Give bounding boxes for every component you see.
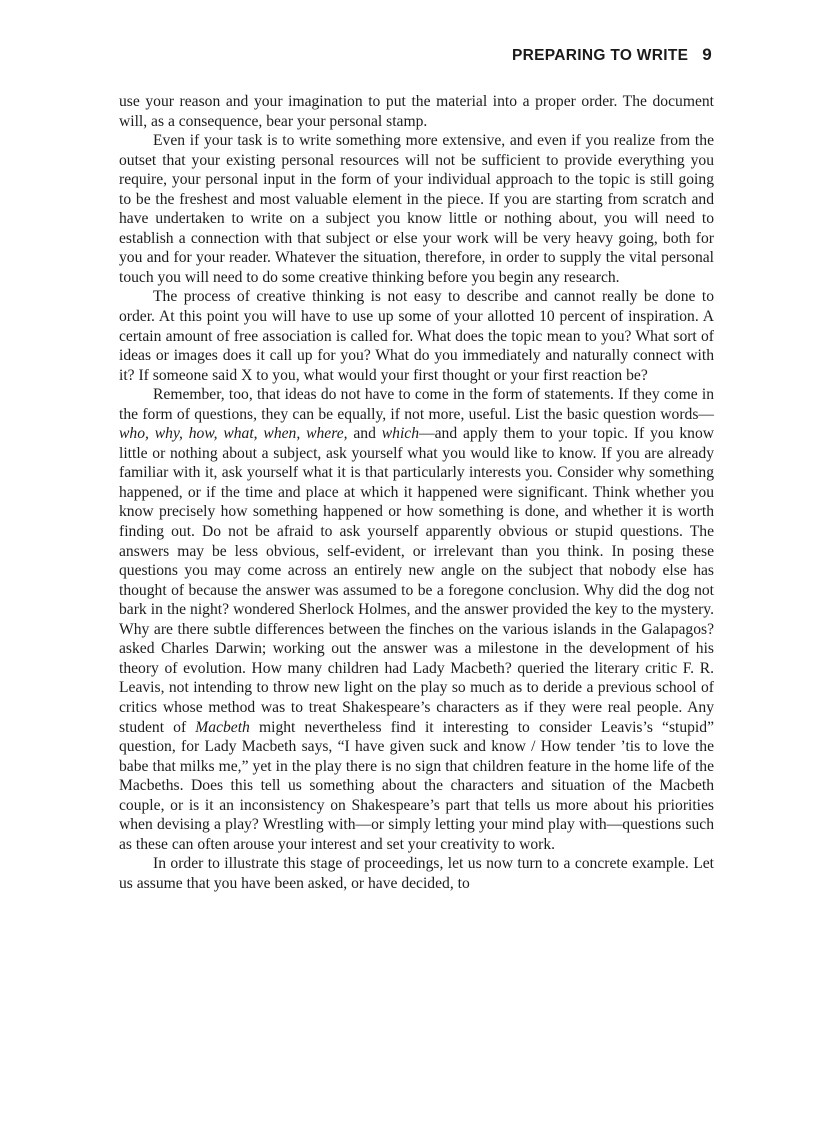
question-words: who, why, how, what, when, where, <box>119 425 348 443</box>
paragraph-4-segment: might nevertheless find it interesting to consider Leavis’s “stupid” question, for Lady Macbeth says, “I have given suck and know / How tender ’tis to love the babe that milks me,” yet in the play there is no sign that children feature in the home life of the Macbeths. Does this tell us something about the characters and situation of the Macbeth couple, or is it an inconsistency on Shakespeare’s part that tells us more about his priorities when devising a play? Wrestling with—or simply letting your mind play with—questions such as these can often arouse your interest and set your creativity to work. <box>119 718 714 853</box>
page-number: 9 <box>702 45 712 64</box>
paragraph-1: use your reason and your imagination to put the material into a proper order. The document will, as a consequence, bear your personal stamp. <box>119 93 714 130</box>
paragraph-5: In order to illustrate this stage of proceedings, let us now turn to a concrete example. Let us assume that you have been asked, or have decided, to <box>119 855 714 892</box>
paragraph-4 <box>119 385 714 854</box>
running-head-title: PREPARING TO WRITE <box>512 47 689 64</box>
running-head <box>512 45 712 65</box>
paragraph-4-segment: and <box>347 425 382 443</box>
body-text <box>119 92 714 893</box>
paragraph-3: The process of creative thinking is not easy to describe and cannot really be done to order. At this point you will have to use up some of your allotted 10 percent of inspiration. A certain amount of free association is called for. What does the topic mean to you? What sort of ideas or images does it call up for you? What do you immediately and naturally connect with it? If someone said X to you, what would your first thought or your first reaction be? <box>119 288 714 384</box>
paragraph-2: Even if your task is to write something more extensive, and even if you realize from the outset that your existing personal resources will not be sufficient to provide everything you require, your personal input in the form of your individual approach to the topic is still going to be the freshest and most valuable element in the piece. If you are starting from scratch and have undertaken to write on a subject you know little or nothing about, you will need to establish a connection with that subject or else your work will be very heavy going, both for you and for your reader. Whatever the situation, therefore, in order to supply the vital personal touch you will need to do some creative thinking before you begin any research. <box>119 132 714 286</box>
paragraph-4-segment: Remember, too, that ideas do not have to come in the form of statements. If they come in the form of questions, they can be equally, if not more, useful. List the basic question words— <box>119 386 714 423</box>
play-title-macbeth: Macbeth <box>195 718 250 736</box>
question-word-which: which <box>381 425 420 443</box>
paragraph-4-segment: —and apply them to your topic. If you know little or nothing about a subject, ask yourself what you would like to know. If you are already familiar with it, ask yourself what it is that particularly interests you. Consider why something happened, or if the time and place at which it happened were significant. Think whether you know precisely how something happened or how something is done, and whether it is worth finding out. Do not be afraid to ask yourself apparently obvious or stupid questions. The answers may be less obvious, self-evident, or irrelevant than you think. In posing these questions you may come across an entirely new angle on the subject that nobody else has thought of because the answer was assumed to be a foregone conclusion. Why did the dog not bark in the night? wondered Sherlock Holmes, and the answer provided the key to the mystery. Why are there subtle differences between the finches on the various islands in the Galapagos? asked Charles Darwin; working out the answer was a milestone in the development of his theory of evolution. How many children had Lady Macbeth? queried the literary critic F. R. Leavis, not intending to throw new light on the play so much as to deride a previous school of critics whose method was to treat Shakespeare’s characters as if they were real people. Any student of <box>119 425 715 736</box>
